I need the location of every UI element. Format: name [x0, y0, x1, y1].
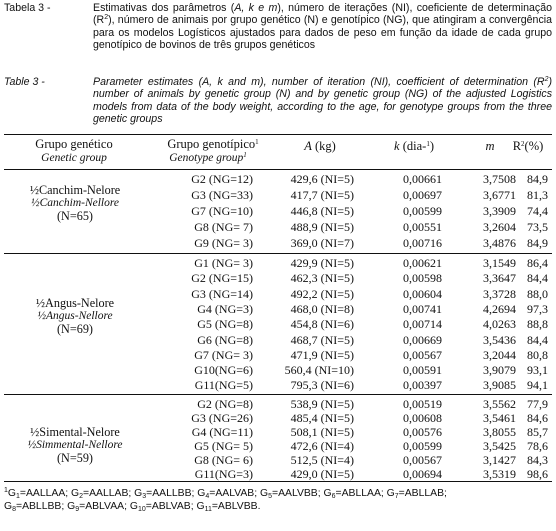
cell-a: 538,9 (NI=5)	[290, 397, 354, 411]
cell-m: 3,9085	[483, 378, 516, 392]
cell-k: 0,00741	[403, 302, 442, 316]
group-name-pt: ½Canchim-Nelore	[29, 183, 121, 197]
cell-r2: 93,1	[527, 363, 548, 377]
table-row	[0, 411, 556, 425]
table-row	[0, 236, 556, 250]
cell-r2: 86,4	[527, 256, 548, 270]
table-row	[0, 188, 556, 202]
cell-r2: 97,3	[527, 302, 548, 316]
cell-a: 508,1 (NI=5)	[290, 425, 354, 439]
cell-m: 3,1549	[483, 256, 516, 270]
cell-k: 0,00551	[403, 220, 442, 234]
cell-m: 3,5436	[483, 333, 516, 347]
cell-a: 468,7 (NI=5)	[290, 333, 354, 347]
cell-a: 468,0 (NI=8)	[290, 302, 354, 316]
footnote-mark: 1	[4, 487, 8, 494]
cell-r2: 81,3	[527, 188, 548, 202]
cell-r2: 73,5	[527, 220, 548, 234]
cell-k: 0,00716	[403, 236, 442, 250]
cell-a: 795,3 (NI=6)	[290, 378, 354, 392]
table-row	[0, 348, 556, 362]
cell-r2: 88,0	[527, 287, 548, 301]
cell-genotype: G11(NG=5)	[194, 378, 253, 392]
header-group-en: Genetic group	[41, 152, 107, 164]
table-footnote	[4, 487, 552, 513]
group-divider-rule	[4, 253, 552, 254]
cell-m: 4,2694	[483, 302, 516, 316]
cell-m: 3,8055	[483, 425, 516, 439]
cell-genotype: G4 (NG=3)	[197, 302, 253, 316]
cell-m: 3,5562	[483, 397, 516, 411]
footnote-def: $G_{10}=ABLVAB$;	[129, 501, 197, 513]
table-row	[0, 439, 556, 453]
cell-a: 429,6 (NI=5)	[290, 172, 354, 186]
cell-m: 3,2044	[483, 348, 516, 362]
table-row	[0, 287, 556, 301]
table-row	[0, 467, 556, 481]
table-row	[0, 317, 556, 331]
cell-m: 3,1427	[483, 453, 516, 467]
cell-k: 0,00576	[403, 425, 442, 439]
cell-a: 512,5 (NI=4)	[290, 453, 354, 467]
cell-genotype: G7 (NG= 3)	[194, 348, 253, 362]
cell-k: 0,00697	[403, 188, 442, 202]
footnote-def: $G_1=AALLAA$;	[7, 488, 72, 500]
cell-a: 492,2 (NI=5)	[290, 287, 354, 301]
cell-genotype: G3 (NG=14)	[191, 287, 253, 301]
cell-k: 0,00661	[403, 172, 442, 186]
cell-k: 0,00694	[403, 467, 442, 481]
cell-m: 3,4876	[483, 236, 516, 250]
table-row	[0, 333, 556, 347]
footnote-def: $G_8=ABLLBB$;	[4, 501, 68, 513]
cell-k: 0,00598	[403, 271, 442, 285]
cell-k: 0,00519	[403, 397, 442, 411]
caption-label-pt: Tabela 3 -	[4, 2, 51, 14]
cell-r2: 84,3	[527, 453, 548, 467]
cell-genotype: G11(NG=3)	[194, 467, 253, 481]
cell-m: 3,5461	[483, 411, 516, 425]
table-row	[0, 425, 556, 439]
footnote-def: $G_5=AALVBB$;	[260, 488, 324, 500]
cell-genotype: G8 (NG= 7)	[194, 220, 253, 234]
cell-k: 0,00397	[403, 378, 442, 392]
cell-k: 0,00714	[403, 317, 442, 331]
cell-genotype: G10(NG=6)	[194, 363, 253, 377]
cell-a: 454,8 (NI=6)	[290, 317, 354, 331]
cell-m: 3,3728	[483, 287, 516, 301]
cell-a: 429,9 (NI=5)	[290, 256, 354, 270]
cell-r2: 88,8	[527, 317, 548, 331]
cell-k: 0,00599	[403, 204, 442, 218]
header-group-pt: Grupo genético	[35, 137, 113, 151]
cell-m: 3,5425	[483, 439, 516, 453]
cell-k: 0,00669	[403, 333, 442, 347]
table-row	[0, 453, 556, 467]
table-row	[0, 172, 556, 186]
cell-r2: 77,9	[527, 397, 548, 411]
cell-r2: 84,4	[527, 271, 548, 285]
table-row	[0, 378, 556, 392]
cell-r2: 84,6	[527, 411, 548, 425]
cell-r2: 74,4	[527, 204, 548, 218]
table-top-rule	[4, 134, 552, 135]
cell-r2: 98,6	[527, 467, 548, 481]
cell-a: 472,6 (NI=4)	[290, 439, 354, 453]
cell-k: 0,00567	[403, 348, 442, 362]
cell-k: 0,00567	[403, 453, 442, 467]
footnote-def: $G_2=AALLAB$;	[71, 488, 135, 500]
cell-r2: 80,8	[527, 348, 548, 362]
cell-genotype: G2 (NG=15)	[191, 271, 253, 285]
footnote-def: $G_9=ABLVAA$;	[67, 501, 130, 513]
footnote-def: $G_6=ABLLAA$;	[323, 488, 387, 500]
cell-a: 446,8 (NI=5)	[290, 204, 354, 218]
group-name-en: ½Simmental-Nellore	[27, 439, 123, 452]
cell-m: 3,3909	[483, 204, 516, 218]
cell-r2: 84,4	[527, 333, 548, 347]
cell-genotype: G6 (NG=8)	[197, 333, 253, 347]
group-count: (N=69)	[57, 322, 93, 337]
footnote-def: $G_7=ABLLAB$;	[386, 488, 447, 500]
cell-r2: 84,9	[527, 236, 548, 250]
group-name-pt: ½Simental-Nelore	[30, 425, 120, 439]
cell-genotype: G5 (NG=8)	[197, 317, 253, 331]
cell-r2: 78,6	[527, 439, 548, 453]
footnote-def: $G_4=AALVAB$;	[197, 488, 261, 500]
cell-a: 560,4 (NI=10)	[284, 363, 354, 377]
cell-a: 369,0 (NI=7)	[290, 236, 354, 250]
header-m: m	[485, 139, 495, 153]
table-header-rule	[4, 169, 552, 170]
cell-a: 471,9 (NI=5)	[290, 348, 354, 362]
caption-label-en: Table 3 -	[4, 76, 45, 88]
group-count: (N=65)	[57, 209, 93, 224]
cell-k: 0,00621	[403, 256, 442, 270]
cell-genotype: G5 (NG= 5)	[194, 439, 253, 453]
header-genotype-pt: Grupo genotípico$^1$	[167, 137, 259, 151]
cell-m: 3,2604	[483, 220, 516, 234]
caption-text-en: Parameter estimates (A, k and m), number of iteration (NI), coefficient of determination $(R^2)$ number of animals by genetic group (N) and by genetic group (NG) of the adjusted Logistics models from data of the body weight, according to the age, for genotype groups from the three genetic groups	[93, 76, 552, 126]
cell-a: 485,4 (NI=5)	[290, 411, 354, 425]
cell-r2: 84,9	[527, 172, 548, 186]
cell-genotype: G3 (NG=33)	[191, 188, 253, 202]
cell-a: 417,7 (NI=5)	[290, 188, 354, 202]
group-name-pt: ½Angus-Nelore	[35, 296, 115, 310]
header-k: k (dia-$^1$)	[394, 139, 434, 153]
caption-text-pt: Estimativas dos parâmetros (A, k e m), número de iterações (NI), coeficiente de determinação $(R^2)$, número de animais por grupo genético (N) e genotípico (NG), que atingiram a convergência para os modelos Logísticos ajustados para dados de peso em função da idade de cada grupo genotípico de bovinos de três grupos genéticos	[93, 2, 552, 52]
footnote-def: $G_3=AALLBB$;	[134, 488, 198, 500]
table-row	[0, 397, 556, 411]
cell-genotype: G8 (NG= 6)	[194, 453, 253, 467]
group-name-en: ½Canchim-Nellore	[30, 197, 120, 210]
cell-genotype: G3 (NG=26)	[191, 411, 253, 425]
cell-m: 4,0263	[483, 317, 516, 331]
cell-genotype: G2 (NG=12)	[191, 172, 253, 186]
cell-m: 3,6771	[483, 188, 516, 202]
cell-r2: 85,7	[527, 425, 548, 439]
cell-genotype: G1 (NG= 3)	[194, 256, 253, 270]
table-row	[0, 363, 556, 377]
cell-a: 488,9 (NI=5)	[290, 220, 354, 234]
cell-genotype: G4 (NG=11)	[191, 425, 253, 439]
group-name-en: ½Angus-Nellore	[37, 310, 113, 323]
cell-genotype: G9 (NG= 3)	[194, 236, 253, 250]
cell-k: 0,00599	[403, 439, 442, 453]
cell-m: 3,3647	[483, 271, 516, 285]
cell-a: 462,3 (NI=5)	[290, 271, 354, 285]
table-row	[0, 271, 556, 285]
cell-genotype: G2 (NG=8)	[197, 397, 253, 411]
cell-genotype: G7 (NG=10)	[191, 204, 253, 218]
header-genotype-en: Genotype group$^1$	[169, 151, 247, 164]
header-r2: $R^2(\%)$	[512, 139, 544, 153]
cell-m: 3,5319	[483, 467, 516, 481]
cell-m: 3,7508	[483, 172, 516, 186]
cell-k: 0,00604	[403, 287, 442, 301]
header-a: A (kg)	[304, 139, 336, 153]
group-count: (N=59)	[57, 451, 93, 466]
cell-k: 0,00608	[403, 411, 442, 425]
group-divider-rule	[4, 394, 552, 395]
table-row	[0, 256, 556, 270]
table-row	[0, 302, 556, 316]
cell-m: 3,9079	[483, 363, 516, 377]
cell-a: 429,0 (NI=5)	[290, 467, 354, 481]
table-row	[0, 204, 556, 218]
cell-r2: 94,1	[527, 378, 548, 392]
table-row	[0, 220, 556, 234]
cell-k: 0,00591	[403, 363, 442, 377]
footnote-def: $G_{11}=ABLVBB$.	[196, 501, 261, 513]
